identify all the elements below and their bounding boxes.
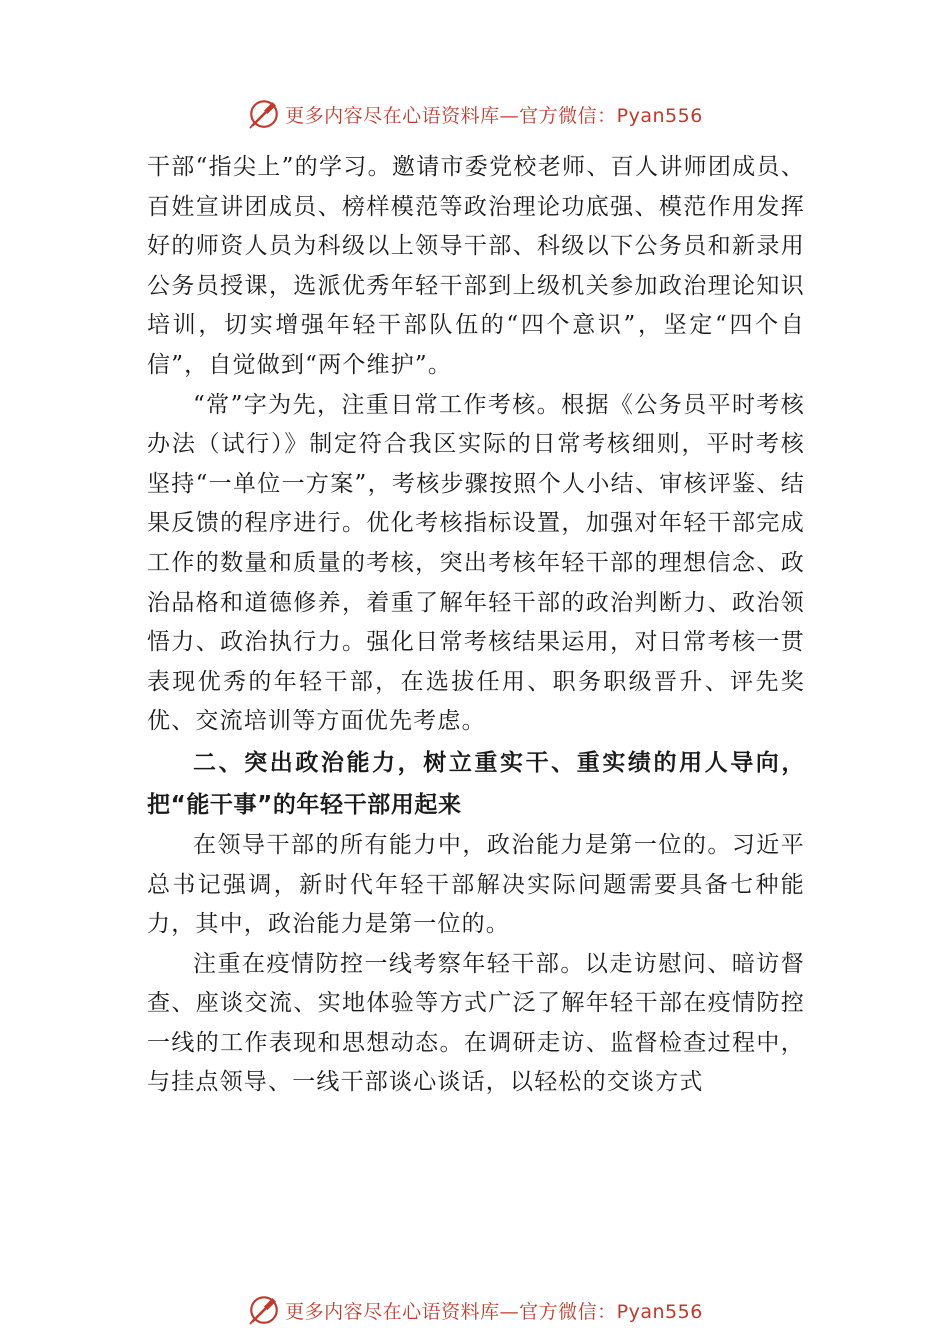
- paragraph-political-ability: 在领导干部的所有能力中，政治能力是第一位的。习近平总书记强调，新时代年轻干部解决实际问题需要具备七种能力，其中，政治能力是第一位的。: [147, 831, 805, 938]
- paragraph-epidemic-frontline: 注重在疫情防控一线考察年轻干部。以走访慰问、暗访督查、座谈交流、实地体验等方式广泛了解年轻干部在疫情防控一线的工作表现和思想动态。在调研走访、监督检查过程中，与挂点领导、一线干部谈心谈话，以轻松的交谈方式: [147, 950, 805, 1096]
- paragraph-daily-assessment: “常”字为先，注重日常工作考核。根据《公务员平时考核办法（试行）》制定符合我区实际的日常考核细则，平时考核坚持“一单位一方案”，考核步骤按照个人小结、审核评鉴、结果反馈的程序进行。优化考核指标设置，加强对年轻干部完成工作的数量和质量的考核，突出考核年轻干部的理想信念、政治品格和道德修养，着重了解年轻干部的政治判断力、政治领悟力、政治执行力。强化日常考核结果运用，对日常考核一贯表现优秀的年轻干部，在选拔任用、职务职级晋升、评先奖优、交流培训等方面优先考虑。: [147, 391, 805, 735]
- header-watermark: [0, 94, 950, 134]
- watermark-text: 更多内容尽在心语资料库—官方微信：Pyan556: [285, 104, 703, 127]
- pen-logo-icon: [247, 1293, 281, 1327]
- footer-watermark: [0, 1290, 950, 1330]
- document-body: [147, 148, 805, 1103]
- pen-logo-icon: [247, 97, 281, 131]
- watermark-text: 更多内容尽在心语资料库—官方微信：Pyan556: [285, 1300, 703, 1323]
- section-heading: 二、突出政治能力，树立重实干、重实绩的用人导向，把“能干事”的年轻干部用起来: [147, 749, 805, 818]
- paragraph-continued: 干部“指尖上”的学习。邀请市委党校老师、百人讲师团成员、百姓宣讲团成员、榜样模范等政治理论功底强、模范作用发挥好的师资人员为科级以上领导干部、科级以下公务员和新录用公务员授课，选派优秀年轻干部到上级机关参加政治理论知识培训，切实增强年轻干部队伍的“四个意识”，坚定“四个自信”，自觉做到“两个维护”。: [147, 154, 805, 378]
